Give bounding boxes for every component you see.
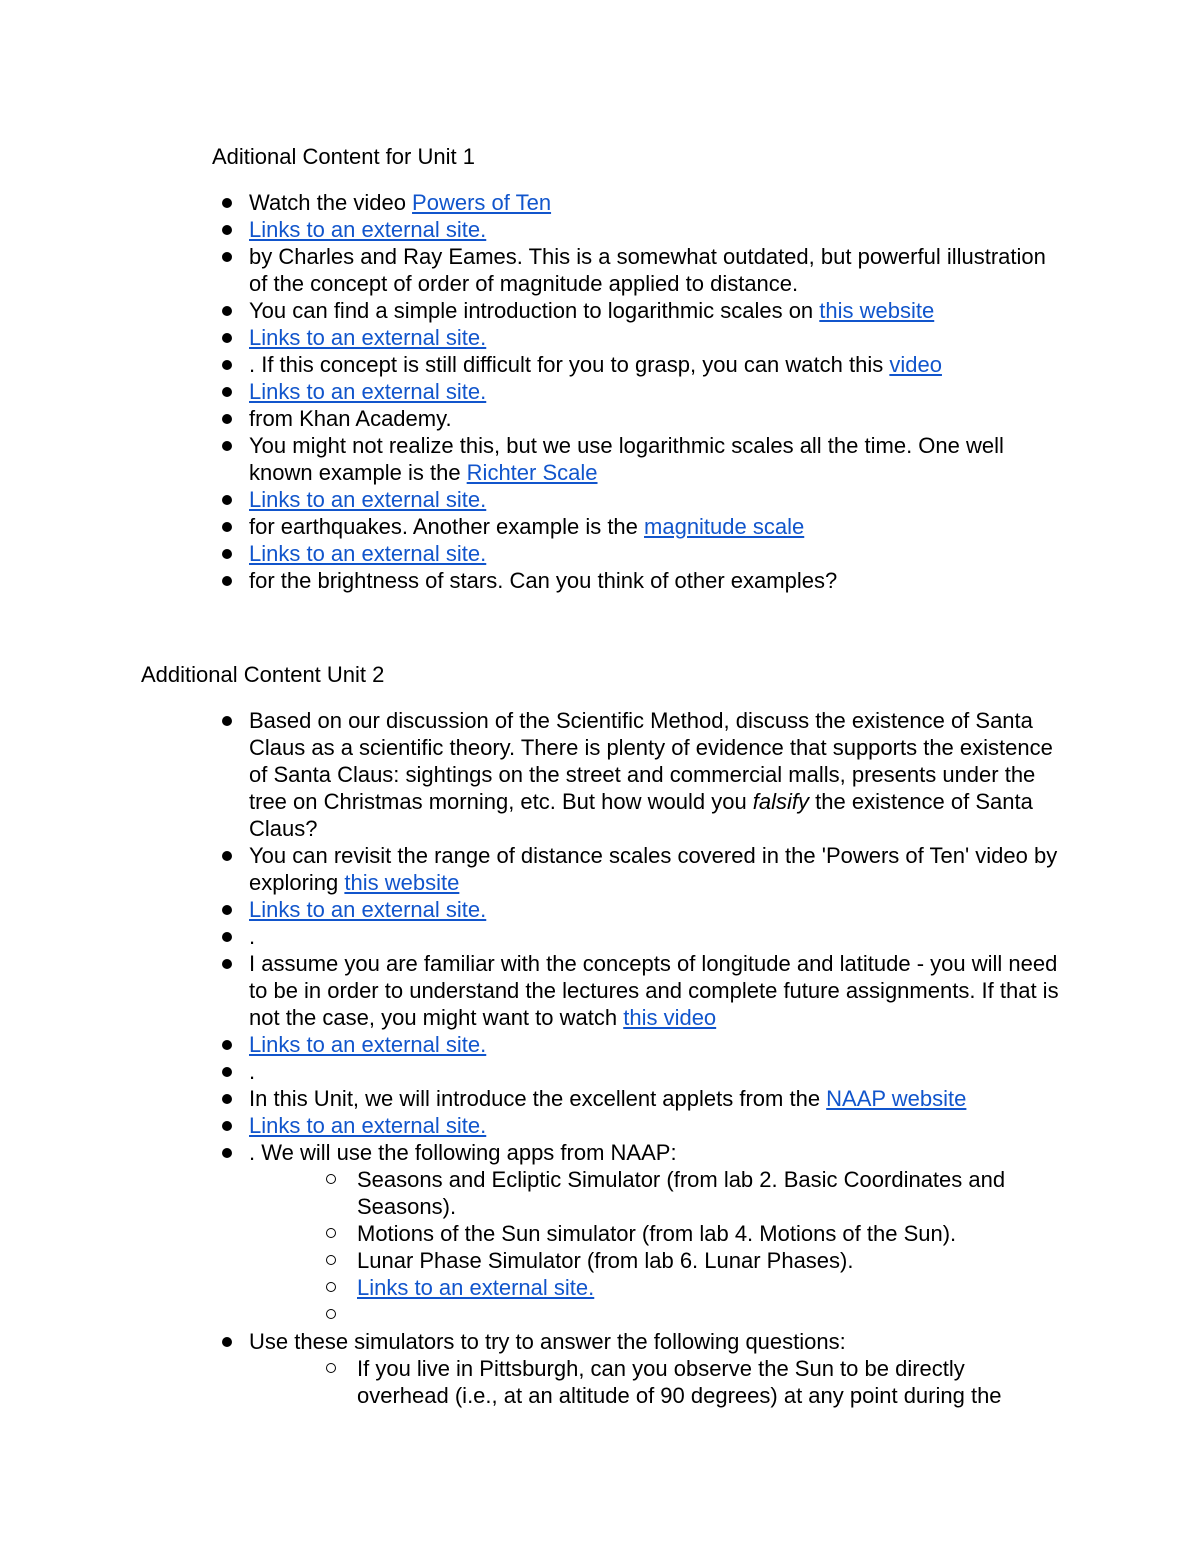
bullet-icon: [222, 1067, 232, 1077]
naap-website-link[interactable]: NAAP website: [826, 1086, 967, 1111]
list-item: [249, 378, 1069, 405]
bullet-icon: [222, 1337, 232, 1347]
external-site-link[interactable]: Links to an external site.: [357, 1275, 595, 1300]
bullet-icon: [222, 851, 232, 861]
list-item: [249, 1031, 1064, 1058]
list-item: You can find a simple introduction to logarithmic scales on this website: [249, 297, 1069, 324]
list-item: for the brightness of stars. Can you think of other examples?: [249, 567, 1069, 594]
hollow-bullet-icon: [326, 1174, 336, 1184]
richter-scale-link[interactable]: Richter Scale: [466, 460, 598, 485]
sub-list-item: If you live in Pittsburgh, can you observe the Sun to be directly overhead (i.e., at an altitude of 90 degrees) at any point during the: [357, 1355, 1062, 1409]
hollow-bullet-icon: [326, 1363, 336, 1373]
list-item: Use these simulators to try to answer the following questions: If you live in Pittsburgh, can you observe the Sun to be directly overhead (i.e., at an altitude of 90 degrees) at any point during the: [249, 1328, 1064, 1409]
sub-list-item: [357, 1301, 1062, 1328]
bullet-icon: [222, 387, 232, 397]
sub-list-item: Seasons and Ecliptic Simulator (from lab 2. Basic Coordinates and Seasons).: [357, 1166, 1062, 1220]
list-item: by Charles and Ray Eames. This is a somewhat outdated, but powerful illustration of the concept of order of magnitude applied to distance.: [249, 243, 1069, 297]
bullet-icon: [222, 576, 232, 586]
external-site-link[interactable]: Links to an external site.: [249, 541, 487, 566]
unit1-list: [249, 189, 1069, 594]
khan-video-link[interactable]: video: [889, 352, 942, 377]
bullet-icon: [222, 252, 232, 262]
naap-apps-sublist: [357, 1166, 1062, 1328]
bullet-icon: [222, 1094, 232, 1104]
bullet-icon: [222, 306, 232, 316]
list-item: You can revisit the range of distance scales covered in the 'Powers of Ten' video by exploring this website: [249, 842, 1064, 896]
unit1-heading: Aditional Content for Unit 1: [212, 144, 475, 169]
powers-of-ten-link[interactable]: Powers of Ten: [412, 190, 552, 215]
hollow-bullet-icon: [326, 1282, 336, 1292]
external-site-link[interactable]: Links to an external site.: [249, 487, 487, 512]
external-site-link[interactable]: Links to an external site.: [249, 217, 487, 242]
sub-list-item: Motions of the Sun simulator (from lab 4. Motions of the Sun).: [357, 1220, 1062, 1247]
bullet-icon: [222, 441, 232, 451]
list-item: [249, 486, 1069, 513]
external-site-link[interactable]: Links to an external site.: [249, 897, 487, 922]
list-item: .: [249, 1058, 1064, 1085]
bullet-icon: [222, 1121, 232, 1131]
list-item: [249, 324, 1069, 351]
sub-list-item: [357, 1274, 1062, 1301]
unit2-heading: Additional Content Unit 2: [141, 662, 385, 687]
falsify-emphasis: falsify: [752, 789, 810, 814]
bullet-icon: [222, 360, 232, 370]
bullet-icon: [222, 932, 232, 942]
external-site-link[interactable]: Links to an external site.: [249, 325, 487, 350]
hollow-bullet-icon: [326, 1255, 336, 1265]
bullet-icon: [222, 1148, 232, 1158]
list-item: You might not realize this, but we use logarithmic scales all the time. One well known example is the Richter Scale: [249, 432, 1069, 486]
list-item: . We will use the following apps from NAAP: Seasons and Ecliptic Simulator (from lab 2. Basic Coordinates and Seasons). Motions of the Sun simulator (from lab 4. Motions of the Sun). Lunar Phase Simulator (from lab 6. Lunar Phases). Links to an external site.: [249, 1139, 1064, 1328]
list-item: Based on our discussion of the Scientific Method, discuss the existence of Santa Claus as a scientific theory. There is plenty of evidence that supports the existence of Santa Claus: sightings on the street and commercial malls, presents under the tree on Christmas morning, etc. But how would you falsify the existence of Santa Claus?: [249, 707, 1064, 842]
log-scales-website-link[interactable]: this website: [819, 298, 935, 323]
bullet-icon: [222, 1040, 232, 1050]
list-item: . If this concept is still difficult for you to grasp, you can watch this video: [249, 351, 1069, 378]
list-item: In this Unit, we will introduce the excellent applets from the NAAP website: [249, 1085, 1064, 1112]
questions-sublist: [357, 1355, 1062, 1409]
sub-list-item: Lunar Phase Simulator (from lab 6. Lunar Phases).: [357, 1247, 1062, 1274]
list-item: from Khan Academy.: [249, 405, 1069, 432]
bullet-icon: [222, 716, 232, 726]
bullet-icon: [222, 959, 232, 969]
bullet-icon: [222, 333, 232, 343]
longitude-latitude-video-link[interactable]: this video: [623, 1005, 717, 1030]
list-item: [249, 216, 1069, 243]
hollow-bullet-icon: [326, 1309, 336, 1319]
unit2-list: [249, 707, 1064, 1409]
bullet-icon: [222, 414, 232, 424]
powers-of-ten-website-link[interactable]: this website: [344, 870, 460, 895]
list-item: [249, 1112, 1064, 1139]
bullet-icon: [222, 905, 232, 915]
bullet-icon: [222, 225, 232, 235]
list-item: [249, 896, 1064, 923]
external-site-link[interactable]: Links to an external site.: [249, 379, 487, 404]
hollow-bullet-icon: [326, 1228, 336, 1238]
bullet-icon: [222, 495, 232, 505]
bullet-icon: [222, 198, 232, 208]
list-item: Watch the video Powers of Ten: [249, 189, 1069, 216]
bullet-icon: [222, 522, 232, 532]
list-item: for earthquakes. Another example is the magnitude scale: [249, 513, 1069, 540]
magnitude-scale-link[interactable]: magnitude scale: [644, 514, 805, 539]
external-site-link[interactable]: Links to an external site.: [249, 1113, 487, 1138]
list-item: [249, 540, 1069, 567]
list-item: I assume you are familiar with the concepts of longitude and latitude - you will need to be in order to understand the lectures and complete future assignments. If that is not the case, you might want to watch this video: [249, 950, 1064, 1031]
list-item: .: [249, 923, 1064, 950]
external-site-link[interactable]: Links to an external site.: [249, 1032, 487, 1057]
bullet-icon: [222, 549, 232, 559]
